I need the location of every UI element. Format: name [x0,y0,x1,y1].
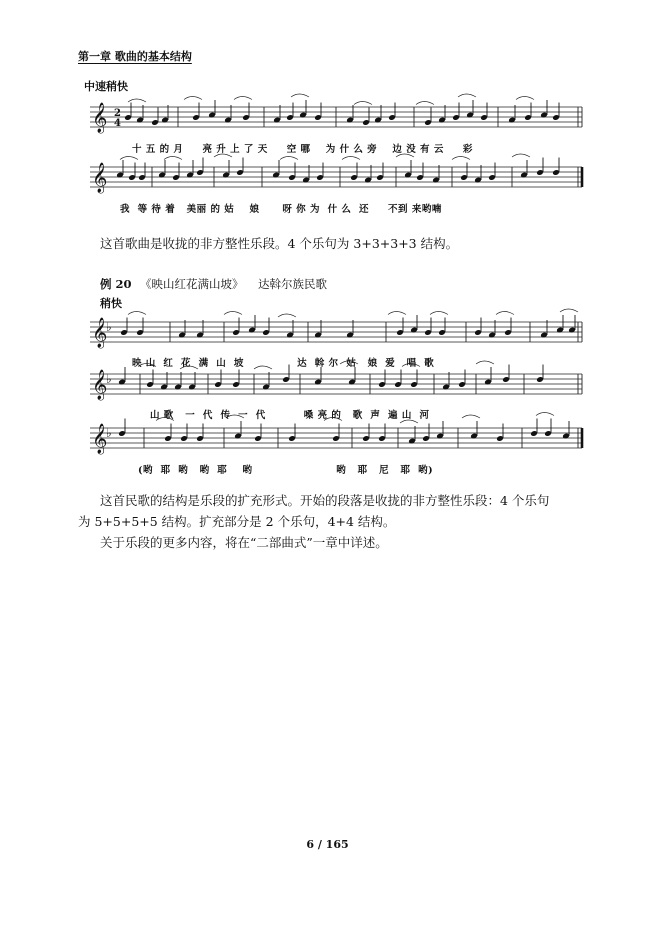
slur [452,157,470,160]
slur [402,364,420,367]
slur [224,312,242,315]
example-title: 《映山红花满山坡》 [140,277,244,291]
slur [280,157,298,160]
slur [340,361,358,364]
tempo-marking: 稍快 [100,297,122,310]
paragraph: 这首民歌的结构是乐段的扩充形式。开始的段落是收拢的非方整性乐段：4 个乐句 [100,493,550,508]
slur [120,157,138,160]
slur [396,154,414,157]
slur [138,364,156,367]
slur [234,97,252,100]
slur [458,94,476,97]
page-number: 6 / 165 [306,838,349,851]
slur [476,361,494,364]
slur [278,314,296,317]
lyrics-line: 映 山 红 花 满 山 坡 达 斡 尔 姑 娘 爱 唱 歌 [132,358,435,369]
slur [400,420,418,423]
lyrics-line: 我 等 待 着 美丽 的 姑 娘 呀 你 为 什 么 还 不到 来哟喃 [120,204,442,215]
chapter-header: 第一章 歌曲的基本结构 [78,50,192,63]
slur [512,154,530,157]
slur [128,99,146,102]
flat-sign: ♭ [106,426,112,440]
music-staff [0,416,655,466]
treble-clef: 𝄞 [92,318,108,348]
example-label: 例 20 [100,277,132,291]
music-staff [0,95,655,145]
slur [354,102,372,105]
treble-clef: 𝄞 [92,163,108,193]
paragraph: 这首歌曲是收拢的非方整性乐段。4 个乐句为 3+3+3+3 结构。 [100,236,459,251]
slur [430,312,448,315]
slur [184,97,202,100]
treble-clef: 𝄞 [92,370,108,400]
slur [324,418,342,421]
slur [388,312,406,315]
paragraph: 关于乐段的更多内容，将在“二部曲式”一章中详述。 [100,535,388,550]
slur [462,415,480,418]
slur [496,312,514,315]
time-signature: 2 [114,108,121,119]
flat-sign: ♭ [106,320,112,334]
slur [156,418,174,421]
lyrics-line: (哟 耶 哟 哟 耶 哟 哟 耶 尼 耶 哟) [138,465,434,476]
time-signature: 4 [114,118,121,129]
paragraph: 为 5+5+5+5 结构。扩充部分是 2 个乐句，4+4 结构。 [78,514,396,529]
lyrics-line: 十 五 的 月 亮 升 上 了 天 空 哪 为 什 么 旁 边 没 有 云 彩 [132,144,473,155]
slur [164,157,182,160]
slur [416,102,434,105]
treble-clef: 𝄞 [92,103,108,133]
music-staff [0,362,655,412]
slur [254,366,272,369]
slur [128,312,146,315]
slur [214,154,232,157]
slur [536,413,554,416]
treble-clef: 𝄞 [92,424,108,454]
music-staff [0,155,655,205]
slur [180,366,198,369]
lyrics-line: 山 歌 一 代 传 一 代 嗓 亮 的 歌 声 遍 山 河 [150,410,430,421]
flat-sign: ♭ [106,372,112,386]
slur [560,309,578,312]
slur [291,94,309,97]
music-staff [0,310,655,360]
slur [516,97,534,100]
tempo-marking: 中速稍快 [84,80,128,93]
example-origin: 达斡尔族民歌 [258,277,327,291]
slur [226,415,244,418]
slur [342,157,360,160]
